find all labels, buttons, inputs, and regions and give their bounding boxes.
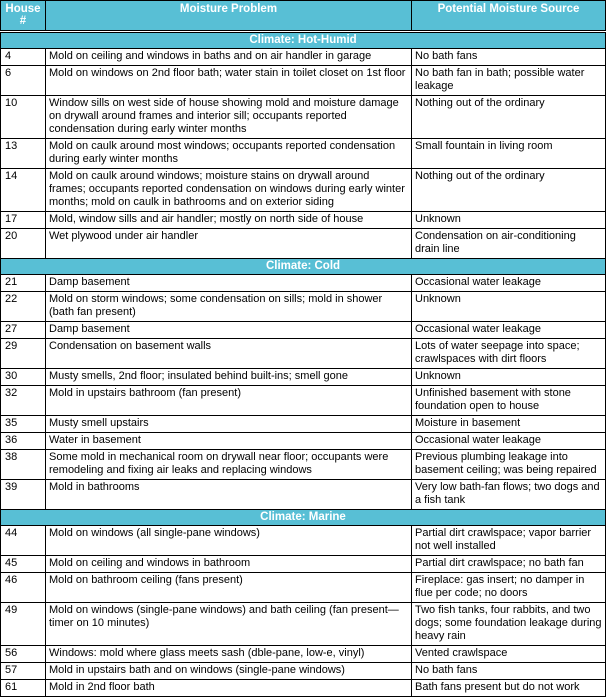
table-row [1, 433, 606, 450]
house-number-cell: 61 [1, 680, 46, 697]
table-row [1, 369, 606, 386]
moisture-problem-cell: Condensation on basement walls [46, 339, 412, 369]
house-number-cell: 27 [1, 322, 46, 339]
moisture-source-cell: Moisture in basement [412, 416, 606, 433]
house-number-cell: 35 [1, 416, 46, 433]
moisture-problem-cell: Some mold in mechanical room on drywall near floor; occupants were remodeling and fixing air leaks and replacing windows [46, 450, 412, 480]
table-row [1, 680, 606, 697]
moisture-source-cell: Occasional water leakage [412, 433, 606, 450]
house-number-cell: 14 [1, 169, 46, 212]
moisture-source-cell: Bath fans present but do not work [412, 680, 606, 697]
moisture-problem-cell: Mold on windows (all single-pane windows) [46, 526, 412, 556]
moisture-source-cell: Unknown [412, 292, 606, 322]
moisture-source-cell: Unknown [412, 212, 606, 229]
table-header-row [1, 1, 606, 32]
moisture-problem-cell: Mold on ceiling and windows in bathroom [46, 556, 412, 573]
table-row [1, 322, 606, 339]
table-row [1, 450, 606, 480]
moisture-source-cell: Condensation on air-conditioning drain line [412, 229, 606, 259]
table-row [1, 212, 606, 229]
column-header-house-number: House # [1, 1, 46, 32]
moisture-problem-cell: Musty smell upstairs [46, 416, 412, 433]
moisture-problem-cell: Water in basement [46, 433, 412, 450]
climate-section-row [1, 510, 606, 526]
house-number-cell: 20 [1, 229, 46, 259]
climate-section-row [1, 32, 606, 49]
table-row [1, 556, 606, 573]
house-number-cell: 36 [1, 433, 46, 450]
moisture-problem-cell: Mold on windows on 2nd floor bath; water stain in toilet closet on 1st floor [46, 66, 412, 96]
moisture-problem-cell: Mold in upstairs bath and on windows (single-pane windows) [46, 663, 412, 680]
table-row [1, 96, 606, 139]
moisture-source-cell: Previous plumbing leakage into basement ceiling; was being repaired [412, 450, 606, 480]
moisture-source-cell: Partial dirt crawlspace; vapor barrier not well installed [412, 526, 606, 556]
moisture-problem-cell: Mold on bathroom ceiling (fans present) [46, 573, 412, 603]
house-number-cell: 56 [1, 646, 46, 663]
house-number-cell: 22 [1, 292, 46, 322]
moisture-source-cell: Nothing out of the ordinary [412, 96, 606, 139]
house-number-cell: 39 [1, 480, 46, 510]
table-row [1, 169, 606, 212]
moisture-problem-cell: Window sills on west side of house showing mold and moisture damage on drywall around frames and interior sill; occupants reported condensation during early winter months [46, 96, 412, 139]
moisture-source-cell: Nothing out of the ordinary [412, 169, 606, 212]
house-number-cell: 4 [1, 49, 46, 66]
column-header-moisture-source: Potential Moisture Source [412, 1, 606, 32]
moisture-problem-cell: Mold on caulk around windows; moisture stains on drywall around frames; occupants reported condensation on windows during early winter months; mold on caulk in bathrooms and on exterior siding [46, 169, 412, 212]
house-number-cell: 17 [1, 212, 46, 229]
moisture-problem-cell: Windows: mold where glass meets sash (dble-pane, low-e, vinyl) [46, 646, 412, 663]
moisture-problem-cell: Musty smells, 2nd floor; insulated behind built-ins; smell gone [46, 369, 412, 386]
moisture-problem-cell: Mold in 2nd floor bath [46, 680, 412, 697]
house-number-cell: 30 [1, 369, 46, 386]
table-row [1, 573, 606, 603]
climate-section-title: Climate: Cold [1, 259, 606, 275]
table-row [1, 603, 606, 646]
moisture-problem-cell: Mold in bathrooms [46, 480, 412, 510]
moisture-problem-cell: Damp basement [46, 275, 412, 292]
moisture-source-cell: Two fish tanks, four rabbits, and two dogs; some foundation leakage during heavy rain [412, 603, 606, 646]
climate-section-title: Climate: Hot-Humid [1, 32, 606, 49]
table-row [1, 229, 606, 259]
table-row [1, 526, 606, 556]
moisture-source-cell: No bath fan in bath; possible water leakage [412, 66, 606, 96]
moisture-source-cell: No bath fans [412, 663, 606, 680]
column-header-moisture-problem: Moisture Problem [46, 1, 412, 32]
moisture-problem-cell: Mold on ceiling and windows in baths and on air handler in garage [46, 49, 412, 66]
house-number-cell: 6 [1, 66, 46, 96]
moisture-source-cell: No bath fans [412, 49, 606, 66]
moisture-source-cell: Vented crawlspace [412, 646, 606, 663]
table-row [1, 646, 606, 663]
moisture-problem-cell: Damp basement [46, 322, 412, 339]
table-row [1, 49, 606, 66]
house-number-cell: 32 [1, 386, 46, 416]
moisture-problem-cell: Wet plywood under air handler [46, 229, 412, 259]
moisture-source-cell: Lots of water seepage into space; crawlspaces with dirt floors [412, 339, 606, 369]
moisture-source-cell: Occasional water leakage [412, 322, 606, 339]
table-row [1, 66, 606, 96]
moisture-source-cell: Partial dirt crawlspace; no bath fan [412, 556, 606, 573]
moisture-problem-cell: Mold on windows (single-pane windows) and bath ceiling (fan present—timer on 10 minutes) [46, 603, 412, 646]
house-number-cell: 46 [1, 573, 46, 603]
table-row [1, 480, 606, 510]
moisture-source-cell: Very low bath-fan flows; two dogs and a fish tank [412, 480, 606, 510]
moisture-problem-cell: Mold, window sills and air handler; mostly on north side of house [46, 212, 412, 229]
moisture-problem-cell: Mold on caulk around most windows; occupants reported condensation during early winter months [46, 139, 412, 169]
moisture-source-cell: Unknown [412, 369, 606, 386]
table-body [1, 32, 606, 697]
climate-section-title: Climate: Marine [1, 510, 606, 526]
house-number-cell: 21 [1, 275, 46, 292]
moisture-source-cell: Small fountain in living room [412, 139, 606, 169]
moisture-source-cell: Occasional water leakage [412, 275, 606, 292]
house-number-cell: 45 [1, 556, 46, 573]
table-row [1, 139, 606, 169]
table-row [1, 663, 606, 680]
house-number-cell: 29 [1, 339, 46, 369]
house-number-cell: 13 [1, 139, 46, 169]
table-row [1, 275, 606, 292]
table-row [1, 339, 606, 369]
moisture-problem-cell: Mold on storm windows; some condensation on sills; mold in shower (bath fan present) [46, 292, 412, 322]
moisture-problem-cell: Mold in upstairs bathroom (fan present) [46, 386, 412, 416]
table-row [1, 416, 606, 433]
house-number-cell: 10 [1, 96, 46, 139]
table-row [1, 386, 606, 416]
climate-section-row [1, 259, 606, 275]
moisture-source-cell: Unfinished basement with stone foundation open to house [412, 386, 606, 416]
table-row [1, 292, 606, 322]
moisture-source-cell: Fireplace: gas insert; no damper in flue per code; no doors [412, 573, 606, 603]
house-number-cell: 49 [1, 603, 46, 646]
house-number-cell: 57 [1, 663, 46, 680]
house-number-cell: 44 [1, 526, 46, 556]
house-number-cell: 38 [1, 450, 46, 480]
